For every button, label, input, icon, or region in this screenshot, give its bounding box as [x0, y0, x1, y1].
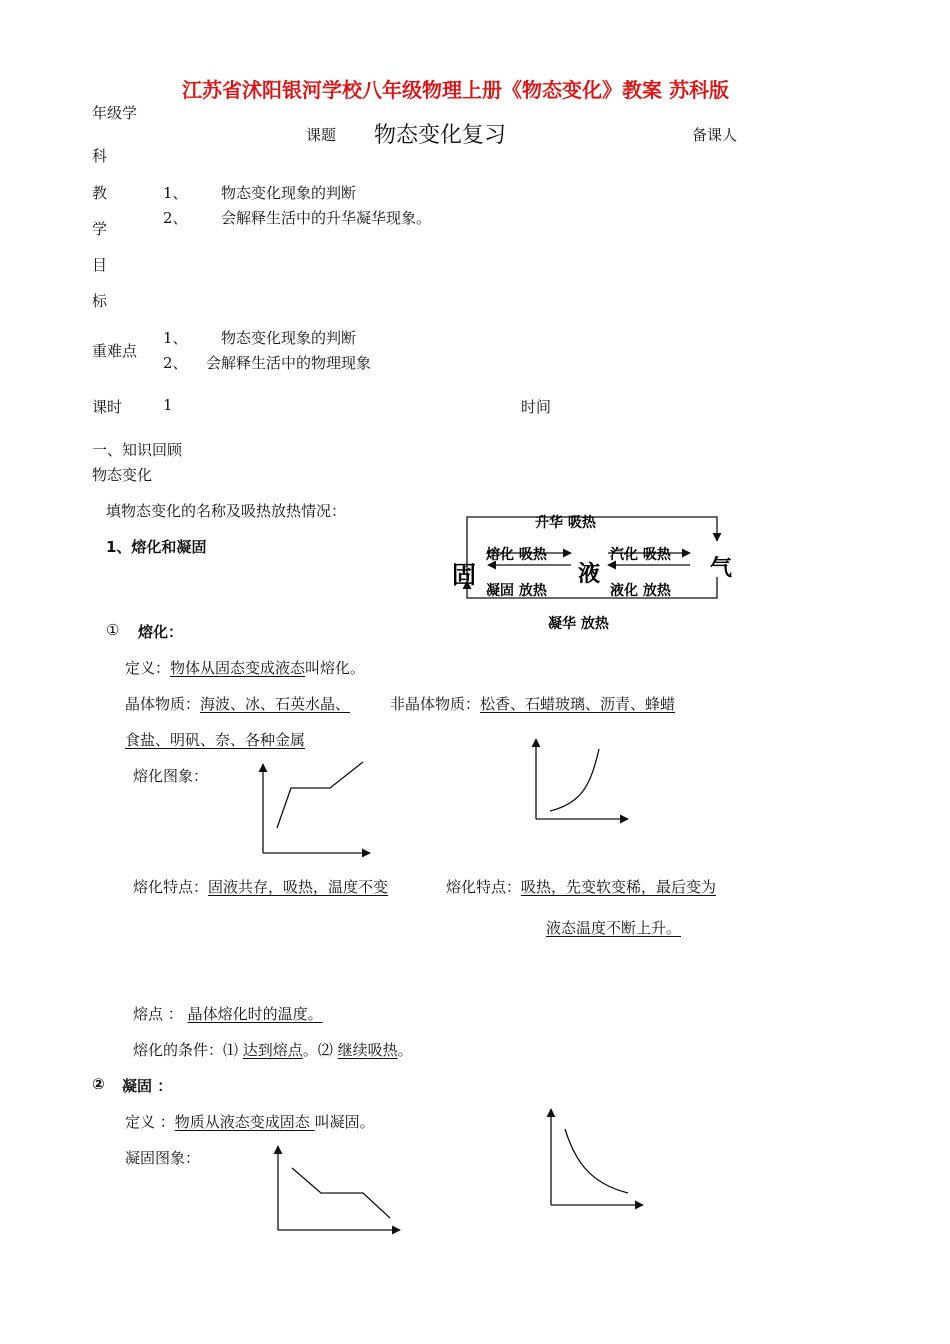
noncrystal-row — [390, 693, 675, 714]
state-change-diagram — [440, 505, 750, 640]
crystal-value-cont: 食盐、明矾、奈、各种金属 — [125, 731, 306, 749]
liquid-state-label: 液 — [578, 562, 601, 587]
amorphous-solidification-curve — [565, 1129, 628, 1193]
goals-label-char: 标 — [92, 292, 108, 310]
key-points-label: 重难点 — [92, 342, 138, 360]
crystal-solidification-graph — [265, 1140, 405, 1236]
condition-end: 。 — [397, 1041, 413, 1059]
amorphous-feature — [446, 876, 716, 897]
melting-curve — [277, 762, 363, 828]
crystal-melting-graph — [250, 758, 375, 858]
liquid-gas-label: 汽化 吸热 — [610, 547, 671, 563]
solidification-graph-label: 凝固图象： — [125, 1149, 201, 1167]
goals-label-char: 学 — [92, 220, 108, 238]
section-subheading: 物态变化 — [92, 466, 153, 484]
amorphous-solidification-graph — [538, 1103, 648, 1211]
liquid-solid-label: 凝固 放热 — [486, 583, 547, 599]
melting-point-value: 晶体熔化时的温度。 — [187, 1005, 323, 1023]
preparer-label: 备课人 — [692, 126, 738, 144]
time-label: 时间 — [521, 398, 552, 416]
goal-number: 2、 — [163, 209, 188, 227]
condition-1: 达到熔点 — [242, 1041, 303, 1059]
topic-label: 课题 — [306, 126, 337, 144]
period-value: 1 — [163, 396, 173, 414]
melting-number: ① — [106, 621, 120, 639]
condition-label: 熔化的条件：⑴ — [133, 1041, 239, 1059]
goal-text: 物态变化现象的判断 — [221, 184, 357, 202]
goals-label-char: 目 — [92, 256, 108, 274]
key-point-number: 1、 — [163, 329, 188, 347]
key-point-number: 2、 — [163, 354, 188, 372]
solid-liquid-label: 熔化 吸热 — [486, 547, 547, 563]
goals-label-char: 教 — [92, 184, 108, 202]
gas-state-label: 气 — [710, 556, 733, 581]
noncrystal-value: 松香、石蜡玻璃、沥青、蜂蜡 — [480, 695, 676, 713]
solidification-number: ② — [92, 1075, 105, 1093]
melting-title: 熔化： — [138, 623, 184, 641]
solid-state-label: 固 — [452, 561, 476, 589]
section-heading: 一、知识回顾 — [92, 441, 183, 459]
feature-value: 固液共存，吸热，温度不变 — [208, 878, 389, 896]
feature-value-cont: 液态温度不断上升。 — [546, 919, 682, 937]
condition-mid: 。⑵ — [302, 1041, 333, 1059]
key-point-text: 物态变化现象的判断 — [221, 329, 357, 347]
bottom-label: 凝华 放热 — [548, 616, 609, 632]
feature-value: 吸热，先变软变稀，最后变为 — [521, 878, 717, 896]
goal-number: 1、 — [163, 184, 188, 202]
melting-definition — [125, 657, 365, 678]
definition-value: 物体从固态变成液态 — [170, 659, 306, 677]
key-point-text: 会解释生活中的物理现象 — [206, 354, 372, 372]
noncrystal-label: 非晶体物质： — [390, 695, 481, 713]
definition-suffix: 叫熔化。 — [305, 659, 366, 677]
period-label: 课时 — [92, 398, 123, 416]
solidification-title: 凝固 ： — [122, 1077, 173, 1095]
feature-label: 熔化特点： — [446, 878, 522, 896]
melting-graph-label: 熔化图象： — [133, 767, 209, 785]
crystal-feature — [133, 876, 388, 897]
gas-liquid-label: 液化 放热 — [610, 583, 671, 599]
melting-point-label: 熔点 ： — [133, 1005, 183, 1023]
topic-value: 物态变化复习 — [374, 123, 507, 148]
definition-suffix: 叫凝固。 — [314, 1113, 375, 1131]
instruction-text: 填物态变化的名称及吸热放热情况： — [106, 502, 347, 520]
goal-text: 会解释生活中的升华凝华现象。 — [221, 209, 432, 227]
melting-point-row — [133, 1003, 323, 1024]
definition-label: 定义 ： — [125, 1113, 175, 1131]
grade-subject-label: 年级学 — [92, 104, 138, 122]
feature-label: 熔化特点： — [133, 878, 209, 896]
melting-condition-row — [133, 1039, 413, 1060]
grade-subject-label-cont: 科 — [92, 147, 108, 165]
crystal-row — [125, 693, 350, 714]
document-title: 江苏省沭阳银河学校八年级物理上册《物态变化》教案 苏科版 — [182, 78, 729, 102]
crystal-value: 海波、冰、石英水晶、 — [200, 695, 351, 713]
amorphous-melting-curve — [550, 749, 599, 811]
definition-value: 物质从液态变成固态 — [174, 1113, 315, 1131]
definition-label: 定义： — [125, 659, 171, 677]
condition-2: 继续吸热 — [337, 1041, 398, 1059]
melt-fuse-heading: 1、熔化和凝固 — [106, 538, 207, 556]
crystal-label: 晶体物质： — [125, 695, 201, 713]
amorphous-melting-graph — [523, 733, 633, 825]
solidification-definition — [125, 1111, 375, 1132]
solidification-curve — [292, 1168, 390, 1218]
top-label: 升华 吸热 — [535, 515, 596, 531]
